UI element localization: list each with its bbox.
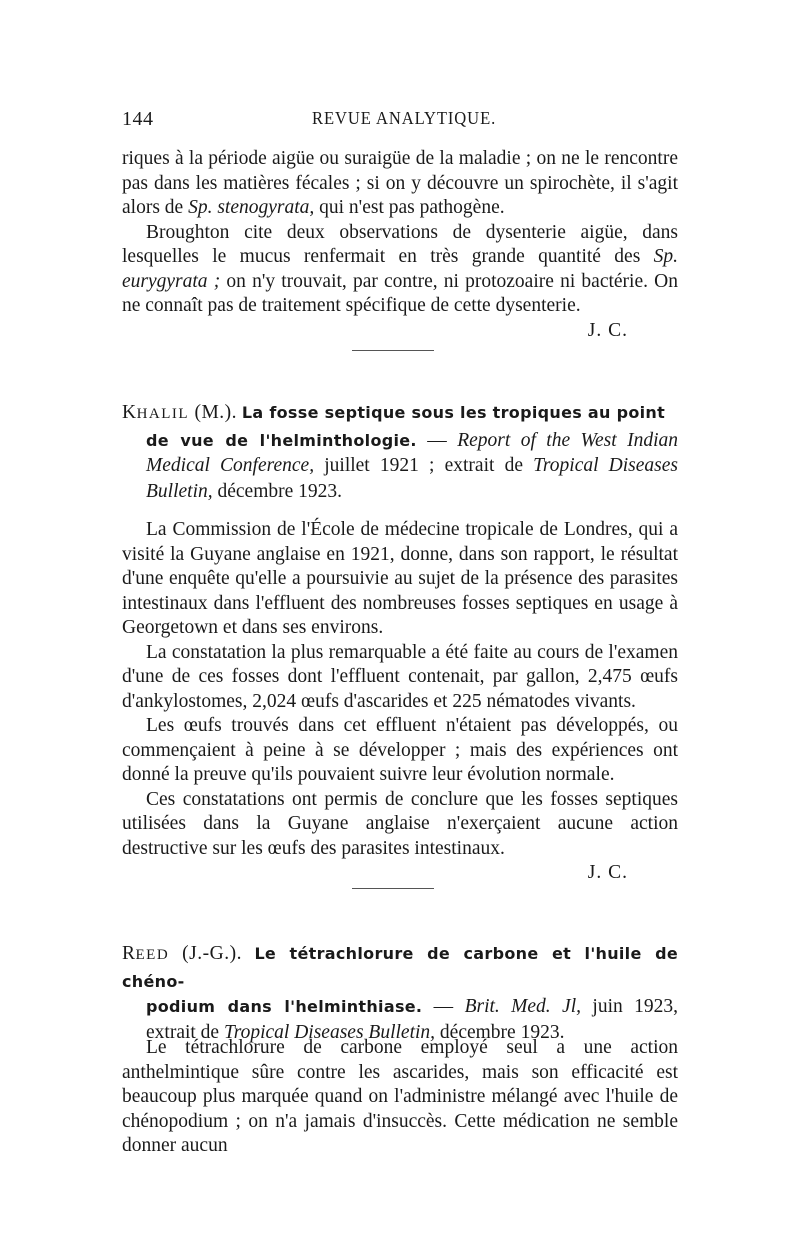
article-title-cont: de vue de l'helminthologie. bbox=[146, 430, 417, 450]
source-title: Report of the West Indian Medical Conference, bbox=[146, 429, 679, 476]
paragraph: La Commission de l'École de médecine tropicale de Londres, qui a visité la Guyane anglaise en 1921, donne, dans son rapport, le résultat d'une enquête qu'elle a poursuivie au sujet de la présence des parasites intestinaux dans l'effluent des nombreuses fosses septiques en usage à Georgetown et dans ses environs. bbox=[122, 519, 678, 638]
paragraph: Les œufs trouvés dans cet effluent n'étaient pas développés, ou commençaient à peine à se développer ; mais des expériences ont donné la preuve qu'ils pouvaient suivre leur évolution normale. bbox=[122, 715, 678, 785]
paragraph: riques à la période aigüe ou suraigüe de la maladie ; on ne le rencontre pas dans les matières fécales ; si on y découvre un spirochète, il s'agit alors de Sp. stenogyrata, qui n'est pas pathogène. bbox=[122, 148, 678, 218]
source-title: Brit. Med. Jl, bbox=[464, 996, 582, 1017]
review-heading: KHALIL (M.). La fosse septique sous les tropiques au point de vue de l'helminthologie. — Report of the West Indian Medical Conference, juillet 1921 ; extrait de Tropical Diseases Bulletin, décembre 1923. bbox=[122, 402, 679, 502]
signature: J. C. bbox=[587, 319, 628, 341]
page-header bbox=[122, 108, 677, 138]
author-name: KHALIL (M.). bbox=[122, 402, 238, 423]
page-number: 144 bbox=[122, 108, 154, 130]
running-title: REVUE ANALYTIQUE. bbox=[312, 108, 497, 128]
section-continuation bbox=[122, 147, 678, 343]
review-heading: REED (J.-G.). Le tétrachlorure de carbone et l'huile de chéno- podium dans l'helminthiase. — Brit. Med. Jl, juin 1923, extrait de Tropical Diseases Bulletin, décembre 1923. bbox=[122, 943, 679, 1043]
article-title: La fosse septique sous les tropiques au point bbox=[241, 403, 666, 422]
section-divider bbox=[352, 888, 434, 889]
section-divider bbox=[352, 350, 434, 351]
signature: J. C. bbox=[587, 862, 628, 883]
article-title: Le tétrachlorure de carbone et l'huile de chéno- bbox=[122, 944, 679, 991]
article-title-cont: podium dans l'helminthiase. bbox=[146, 997, 423, 1016]
paragraph: Le tétrachlorure de carbone employé seul a une action anthelmintique sûre contre les ascarides, mais son efficacité est beaucoup plus marquée quand on l'administre mélangé avec l'huile de chénopodium ; on n'a jamais d'insuccès. Cette médication ne semble donner aucun bbox=[122, 1037, 678, 1156]
paragraph: Ces constatations ont permis de conclure que les fosses septiques utilisées dans la Guyane anglaise n'exerçaient aucune action destructive sur les œufs des parasites intestinaux. bbox=[122, 788, 678, 859]
paragraph: La constatation la plus remarquable a été faite au cours de l'examen d'une de ces fosses dont l'effluent contenait, par gallon, 2,475 œufs d'ankylostomes, 2,024 œufs d'ascarides et 225 nématodes vivants. bbox=[122, 641, 678, 712]
author-name: REED (J.-G.). bbox=[122, 943, 242, 964]
review-body bbox=[122, 518, 678, 886]
review-body bbox=[122, 1036, 678, 1159]
paragraph: Broughton cite deux observations de dysenterie aigüe, dans lesquelles le mucus renfermait en très grande quantité des Sp. eurygyrata ; on n'y trouvait, par contre, ni protozoaire ni bactérie. On ne connaît pas de traitement spécifique de cette dysenterie. bbox=[122, 221, 678, 316]
